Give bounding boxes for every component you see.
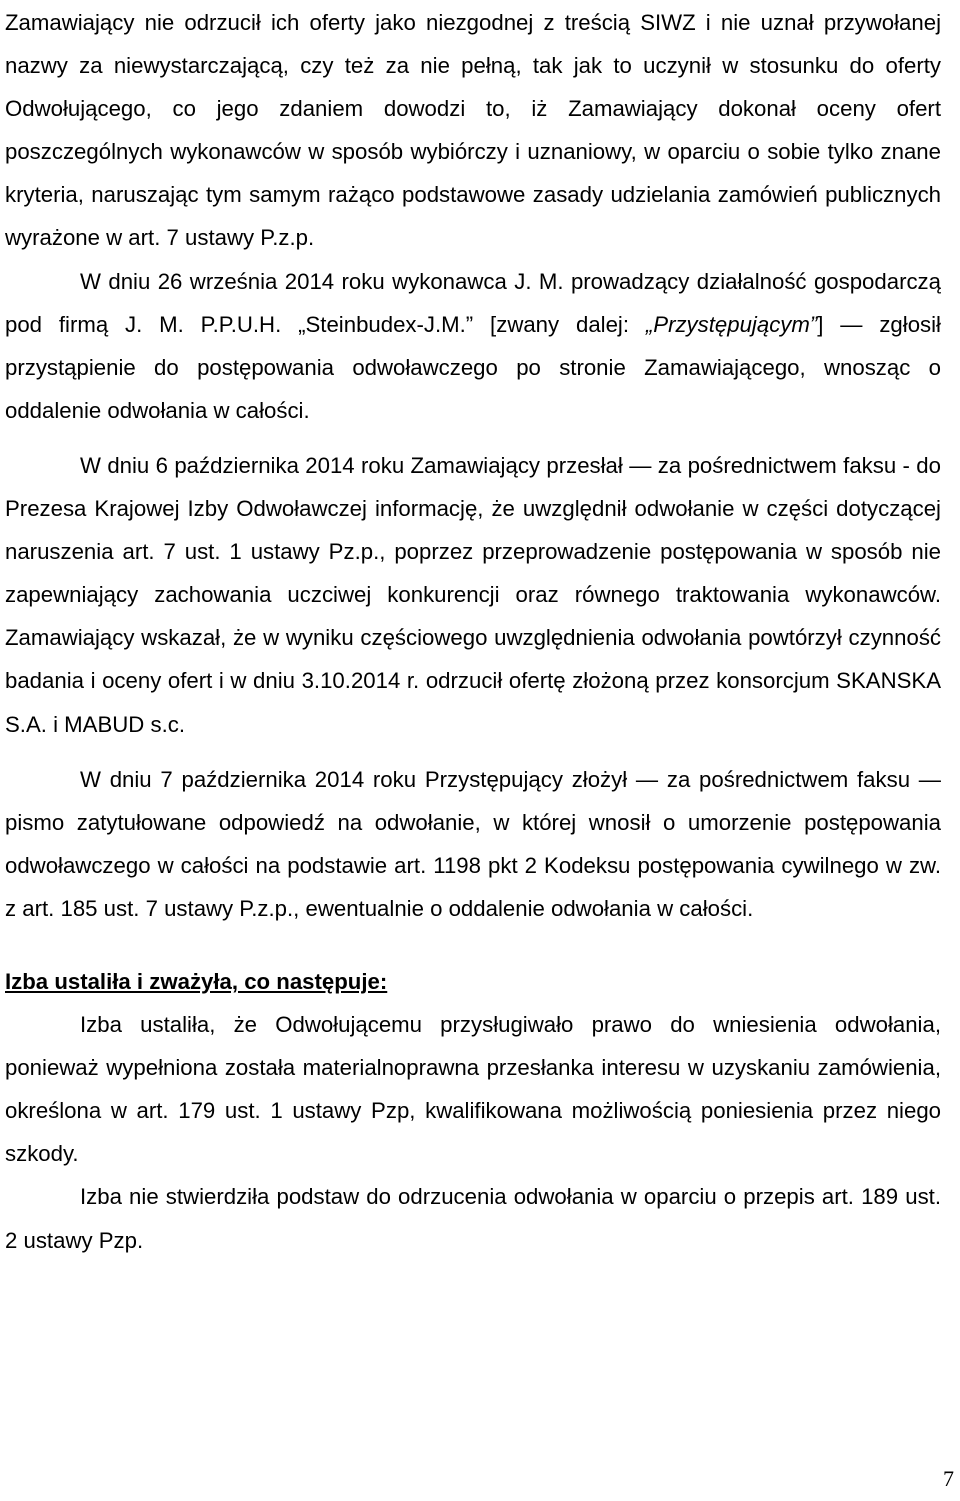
paragraph-przystapienie-before: W dniu 26 września 2014 roku wykonawca J. M. prowadzący działalność gospodarczą pod firmą J. M. P.P.U.H. „Steinbudex-J.M.” [zwany dalej: (5, 268, 941, 337)
paragraph-izba-ustalila: Izba ustaliła, że Odwołującemu przysługiwało prawo do wniesienia odwołania, ponieważ wypełniona została materialnoprawna przesłanka interesu w uzyskaniu zamówienia, określona w art. 179 ust. 1 ustawy Pzp, kwalifikowana możliwością poniesienia przez niego szkody. (5, 1012, 941, 1167)
paragraph-izba-nie-stwierdzila: Izba nie stwierdziła podstaw do odrzucenia odwołania w oparciu o przepis art. 189 ust. 2 ustawy Pzp. (5, 1184, 941, 1253)
paragraph-zamawiajacy-nie-odrzucil: Zamawiający nie odrzucił ich oferty jako niezgodnej z treścią SIWZ i nie uznał przywołanej nazwy za niewystarczającą, czy też za nie pełną, tak jak to uczynił w stosunku do oferty Odwołującego, co jego zdaniem dowodzi to, iż Zamawiający dokonał oceny ofert poszczególnych wykonawców w sposób wybiórczy i uznaniowy, w oparciu o sobie tylko znane kryteria, naruszając tym samym rażąco podstawowe zasady udzielania zamówień publicznych wyrażone w art. 7 ustawy P.z.p. (5, 10, 941, 251)
document-page (5, 0, 941, 1262)
section-heading: Izba ustaliła i zważyła, co następuje: (5, 968, 388, 994)
paragraph-uwzglednienie: W dniu 6 października 2014 roku Zamawiający przesłał — za pośrednictwem faksu - do Prezesa Krajowej Izby Odwoławczej informację, że uwzględnił odwołanie w części dotyczącej naruszenia art. 7 ust. 1 ustawy Pz.p., poprzez przeprowadzenie postępowania w sposób nie zapewniający zachowania uczciwej konkurencji oraz równego traktowania wykonawców. Zamawiający wskazał, że w wyniku częściowego uwzględnienia odwołania powtórzył czynność badania i oceny ofert i w dniu 3.10.2014 r. odrzucił ofertę złożoną przez konsorcjum SKANSKA S.A. i MABUD s.c. (5, 452, 941, 737)
paragraph-przystapienie-after: ] — zgłosił przystąpienie do postępowania odwoławczego po stronie Zamawiającego, wnosząc o oddalenie odwołania w całości. (5, 311, 941, 423)
section-heading-wrap (5, 960, 941, 1003)
paragraph-odpowiedz-na-odwolanie: W dniu 7 października 2014 roku Przystępujący złożył — za pośrednictwem faksu — pismo zatytułowane odpowiedź na odwołanie, w której wnosił o umorzenie postępowania odwoławczego w całości na podstawie art. 1198 pkt 2 Kodeksu postępowania cywilnego w zw. z art. 185 ust. 7 ustawy P.z.p., ewentualnie o oddalenie odwołania w całości. (5, 766, 941, 921)
paragraph-przystapienie (5, 260, 941, 432)
paragraph-przystapienie-italic: „Przystępującym” (645, 311, 818, 337)
page-number: 7 (943, 1466, 954, 1491)
